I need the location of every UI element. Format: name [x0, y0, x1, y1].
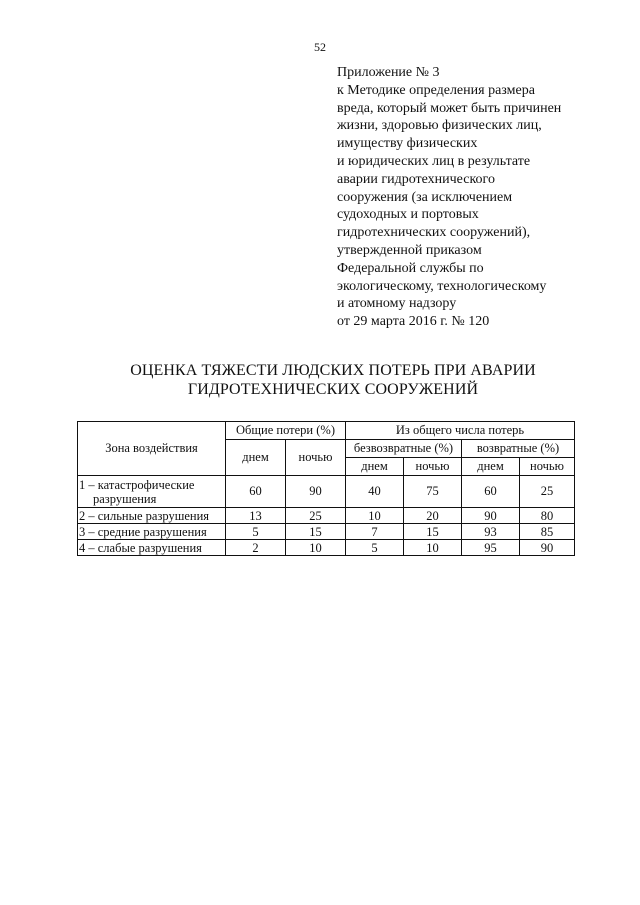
zone-label: 2 – сильные разрушения	[78, 508, 226, 524]
zone-cell	[78, 476, 226, 508]
rec-day-cell: 60	[462, 476, 520, 508]
appendix-line: Приложение № 3	[337, 65, 440, 80]
zone-label: 3 – средние разрушения	[78, 524, 226, 540]
appendix-line: жизни, здоровью физических лиц,	[337, 118, 542, 134]
appendix-line: сооружения (за исключением	[337, 189, 513, 205]
rec-day-cell: 93	[462, 524, 520, 540]
appendix-line: судоходных и портовых	[337, 207, 479, 223]
header-rec-night: ночью	[520, 458, 575, 476]
appendix-line: экологическому, технологическому	[337, 278, 547, 294]
total-day-cell: 5	[226, 524, 286, 540]
total-night-cell: 15	[286, 524, 346, 540]
rec-night-cell: 25	[520, 476, 575, 508]
header-total-losses: Общие потери (%)	[226, 422, 346, 440]
losses-table	[77, 421, 575, 556]
appendix-line: к Методике определения размера	[337, 82, 535, 98]
appendix-line: имуществу физических	[337, 136, 478, 152]
header-of-total: Из общего числа потерь	[346, 422, 575, 440]
table-row	[78, 540, 575, 556]
appendix-line: и юридических лиц в результате	[337, 153, 531, 169]
header-irrecoverable: безвозвратные (%)	[346, 440, 462, 458]
irr-night-cell: 10	[404, 540, 462, 556]
header-total-day: днем	[226, 440, 286, 476]
header-recoverable: возвратные (%)	[462, 440, 575, 458]
appendix-line: гидротехнических сооружений),	[337, 225, 531, 241]
header-irr-night: ночью	[404, 458, 462, 476]
appendix-line: аварии гидротехнического	[337, 171, 495, 187]
table-row	[78, 508, 575, 524]
total-day-cell: 2	[226, 540, 286, 556]
rec-night-cell: 90	[520, 540, 575, 556]
total-night-cell: 25	[286, 508, 346, 524]
zone-label-cont: разрушения	[93, 491, 157, 506]
table-row	[78, 524, 575, 540]
irr-night-cell: 15	[404, 524, 462, 540]
appendix-approval-block	[337, 64, 597, 331]
irr-day-cell: 7	[346, 524, 404, 540]
appendix-line: Федеральной службы по	[337, 260, 484, 276]
total-day-cell: 13	[226, 508, 286, 524]
header-zone: Зона воздействия	[78, 422, 226, 476]
document-title	[0, 361, 640, 399]
irr-night-cell: 75	[404, 476, 462, 508]
title-line-1: ОЦЕНКА ТЯЖЕСТИ ЛЮДСКИХ ПОТЕРЬ ПРИ АВАРИИ	[130, 362, 536, 379]
appendix-line: утвержденной приказом	[337, 242, 482, 258]
zone-label: 1 – катастрофические	[79, 477, 195, 492]
page-number: 52	[314, 40, 326, 54]
appendix-line: от 29 марта 2016 г. № 120	[337, 314, 490, 330]
rec-night-cell: 85	[520, 524, 575, 540]
rec-night-cell: 80	[520, 508, 575, 524]
irr-day-cell: 10	[346, 508, 404, 524]
rec-day-cell: 95	[462, 540, 520, 556]
irr-day-cell: 5	[346, 540, 404, 556]
table-row	[78, 476, 575, 508]
total-night-cell: 90	[286, 476, 346, 508]
appendix-line: и атомному надзору	[337, 296, 457, 312]
appendix-line: вреда, который может быть причинен	[337, 100, 562, 116]
header-total-night: ночью	[286, 440, 346, 476]
total-night-cell: 10	[286, 540, 346, 556]
irr-night-cell: 20	[404, 508, 462, 524]
irr-day-cell: 40	[346, 476, 404, 508]
rec-day-cell: 90	[462, 508, 520, 524]
title-line-2: ГИДРОТЕХНИЧЕСКИХ СООРУЖЕНИЙ	[187, 381, 479, 398]
zone-label: 4 – слабые разрушения	[78, 540, 226, 556]
total-day-cell: 60	[226, 476, 286, 508]
header-irr-day: днем	[346, 458, 404, 476]
header-rec-day: днем	[462, 458, 520, 476]
